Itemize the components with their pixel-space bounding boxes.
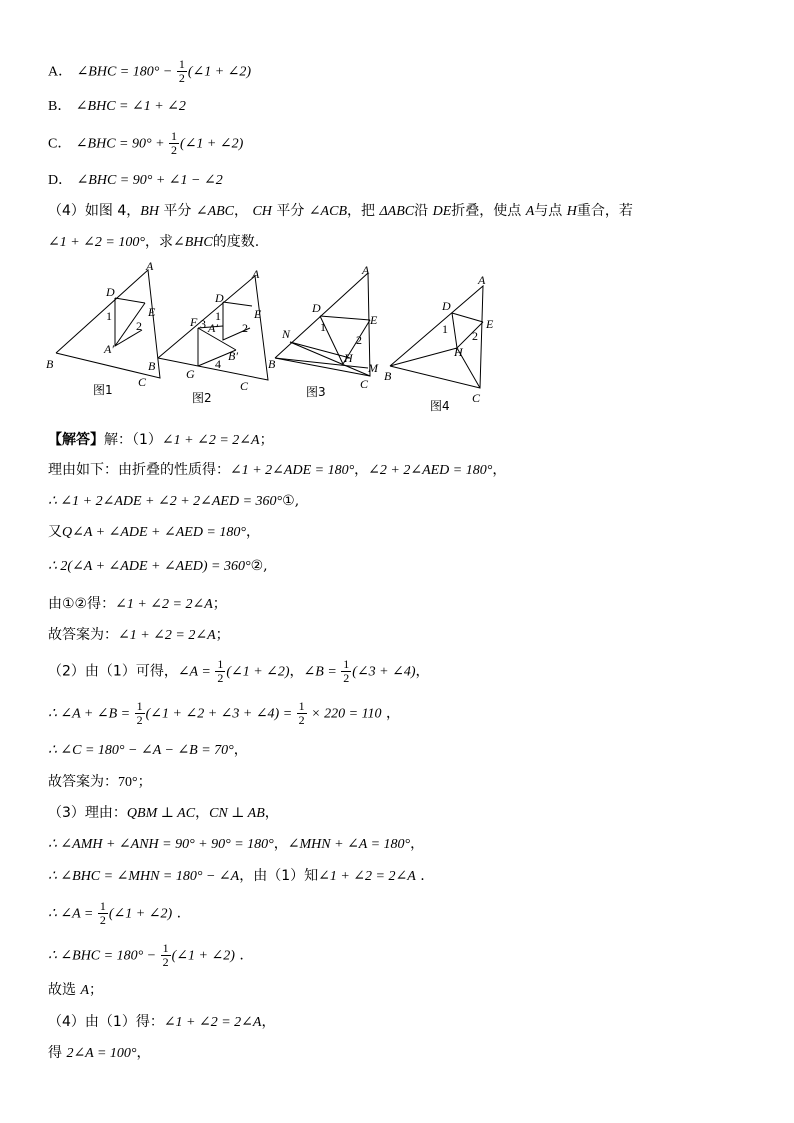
solution-line-10 [48,740,248,761]
q4-text: 的度数. [212,234,260,250]
math: ∴ ∠1 + 2∠ADE + ∠2 + 2∠AED = 360° [48,494,283,509]
solution-line-15 [48,900,181,927]
label: 1 [442,322,448,336]
option-d [48,170,223,191]
figure-2-labels [148,267,262,405]
math: 70° [118,775,138,790]
math: ∴ ∠BHC = 180° − [48,948,160,964]
label: E [486,317,494,331]
solution-line-14 [48,866,425,887]
text: （3）理由： [48,805,127,821]
math: Q∠A + ∠ADE + ∠AED = 180° [62,525,246,540]
text: 由①②得： [48,596,116,612]
q4-math: DE [432,204,452,219]
label: N [282,327,291,341]
math: ∴ ∠A + ∠B = [48,706,134,722]
option-expr-rest: (∠1 + ∠2) [180,136,244,152]
math: ∴ ∠BHC = ∠MHN = 180° − ∠A [48,869,240,884]
text: 解：（1） [104,432,162,448]
text: ， [233,742,248,758]
figure-caption: 图1 [93,383,113,397]
text: . [172,905,182,922]
fraction: $\frac{1}{2}$ [298,699,305,727]
text: 故答案为： [48,627,118,643]
q4-text: ，求 [144,234,173,250]
math: 2∠A = 100° [66,1046,137,1061]
label: D [312,301,321,315]
text: , [294,493,300,509]
label: 4 [215,357,221,371]
solution-line-6 [48,594,227,615]
figure-caption: 图2 [192,391,212,405]
solution-line-2 [48,460,506,481]
math: ∠1 + ∠2 = 2∠A [118,628,216,643]
math: QBM ⊥ AC [126,806,196,821]
text: ； [137,774,152,790]
label: B′ [228,349,238,363]
option-sep: ． [57,98,72,114]
math: (∠1 + ∠2) [226,664,290,680]
label: A′ [104,342,114,356]
label: F [190,315,198,329]
math: (∠1 + ∠2 + ∠3 + ∠4) = [145,706,296,722]
figure-1-labels [46,259,156,397]
math: ∴ ∠A = [48,906,97,922]
label: C [472,391,481,405]
math: ∠1 + 2∠ADE = 180° [230,463,355,478]
text: ， [261,1014,276,1030]
solution-line-7 [48,625,230,646]
text: ； [215,627,230,643]
q4-math: ∠1 + ∠2 = 100° [48,235,145,250]
fraction: $\frac{1}{2}$ [343,657,350,685]
text: . [234,947,244,964]
q4-math: ∠ABC [195,204,235,219]
text: ① [282,493,295,509]
solution-line-12 [48,803,279,824]
fraction: $\frac{1}{2}$ [171,129,178,157]
solution-line-1 [48,430,274,451]
text: 又 [48,524,62,540]
math: CN ⊥ AB [209,806,265,821]
solution-line-18 [48,1012,275,1033]
option-sep: ． [58,63,73,80]
label: A [478,273,486,287]
math: (∠1 + ∠2) [171,948,235,964]
label: A [252,267,260,281]
text: ， [264,805,279,821]
option-expr: ∠BHC = 180° − [76,64,176,80]
figure-4 [390,286,483,388]
figures-panel [40,258,760,418]
text: ， [381,705,400,722]
label: D [106,285,115,299]
label: E [254,307,262,321]
label: 2 [356,333,362,347]
label: 1 [215,309,221,323]
label: E [370,313,378,327]
solution-line-4 [48,522,260,543]
label: E [148,305,156,319]
option-a [48,58,251,85]
option-expr: ∠BHC = ∠1 + ∠2 [75,99,186,114]
text: , [263,558,268,574]
text: （2）由（1）可得， [48,663,178,680]
q4-text: ， [234,203,253,219]
q4-text: 折叠，使点 [451,203,526,219]
text: ② [250,558,264,574]
text: ， [273,836,288,852]
label: A [362,263,370,277]
text: ， [492,462,507,478]
text: ， [245,524,260,540]
label: D [442,299,451,313]
text: ， [136,1045,151,1061]
q4-math: ∠BHC [172,235,213,250]
label: 3 [200,317,206,331]
math: ∠2 + 2∠AED = 180° [368,463,493,478]
figure-caption: 图3 [306,385,326,399]
math: ∠MHN + ∠A = 180° [287,837,411,852]
math: ∠1 + ∠2 = 2∠A [115,597,213,612]
math: (∠1 + ∠2) [108,906,173,922]
label: D [215,291,224,305]
figure-4-labels [384,273,494,413]
math: A [80,983,90,998]
label: H [344,351,353,365]
solution-line-5 [48,556,268,577]
question-4-line1 [48,200,633,222]
math: ∠1 + ∠2 = 2∠A [161,433,260,448]
math: (∠3 + ∠4) [352,664,416,680]
figure-caption: 图4 [430,399,450,413]
figure-3-labels [268,263,379,399]
math: ∠B = [303,664,341,680]
text: （4）由（1）得： [48,1014,164,1030]
text: 故答案为： [48,774,118,790]
label: 2 [242,321,248,335]
solution-line-16 [48,942,244,969]
fraction: $\frac{1}{2}$ [178,57,185,85]
solution-line-17 [48,980,103,1001]
option-letter: A [48,64,59,80]
q4-text: 平分 [158,203,196,219]
text: ， [289,663,304,680]
q4-math: H [566,204,577,219]
q4-text: 平分 [271,203,309,219]
text: ，由（1）知 [239,868,319,884]
option-expr: ∠BHC = 90° + [75,136,169,152]
math: ∠1 + ∠2 = 2∠A [318,869,416,884]
text: ， [354,462,369,478]
label: C [360,377,369,391]
text: ， [410,836,425,852]
label: 1 [320,320,326,334]
q4-text: ，把 [347,203,380,219]
label: H [454,345,463,359]
fraction: $\frac{1}{2}$ [162,941,169,969]
option-letter: B [48,99,58,114]
q4-text: （4）如图 4， [48,203,141,219]
option-sep: ． [58,172,73,188]
option-sep: ． [57,135,72,152]
q4-text: 沿 [414,203,433,219]
label: 1 [106,309,112,323]
label: M [368,361,378,375]
label: 2 [136,319,142,333]
math: ∠A = [177,664,215,680]
math: ∴ ∠C = 180° − ∠A − ∠B = 70° [48,743,234,758]
math: ∴ 2(∠A + ∠ADE + ∠AED) = 360° [48,559,251,574]
option-letter: D [48,173,59,188]
text: ； [212,596,227,612]
label: G [186,367,195,381]
label: A′ [208,321,218,335]
label: B [384,369,392,383]
option-expr-rest: (∠1 + ∠2) [187,64,252,80]
label: A [146,259,154,273]
solution-line-13 [48,834,424,855]
fraction: $\frac{1}{2}$ [136,699,143,727]
label: C [240,379,249,393]
solution-line-8 [48,658,430,685]
option-c [48,130,243,157]
text: ； [89,982,104,998]
text: ， [415,663,430,680]
solution-tag: 【解答】 [48,432,104,448]
label: B [148,359,156,373]
label: B [46,357,54,371]
q4-math: ΔABC [379,204,415,219]
fraction: $\frac{1}{2}$ [217,657,224,685]
text: 故选 [48,982,81,998]
fraction: $\frac{1}{2}$ [99,899,106,927]
math: × 220 = 110 [307,706,382,722]
label: 2 [472,329,478,343]
q4-text: 与点 [534,203,567,219]
question-4-line2 [48,232,259,253]
text: ， [195,805,210,821]
math: ∠1 + ∠2 = 2∠A [163,1015,262,1030]
solution-line-11 [48,772,152,793]
option-expr: ∠BHC = 90° + ∠1 − ∠2 [76,173,223,188]
label: C [138,375,147,389]
text: ； [259,432,274,448]
text: 理由如下：由折叠的性质得： [48,462,230,478]
q4-text: 重合，若 [576,203,633,219]
solution-line-19 [48,1043,151,1064]
q4-math: ∠ACB [308,204,347,219]
label: B [268,357,276,371]
solution-line-3 [48,491,299,512]
q4-math: CH [252,204,272,219]
q4-math: A [525,204,535,219]
q4-math: BH [140,204,159,219]
math: ∴ ∠AMH + ∠ANH = 90° + 90° = 180° [48,837,274,852]
text: . [415,868,425,884]
text: 得 [48,1045,67,1061]
solution-line-9 [48,700,400,727]
option-letter: C [48,136,58,152]
option-b [48,96,186,117]
